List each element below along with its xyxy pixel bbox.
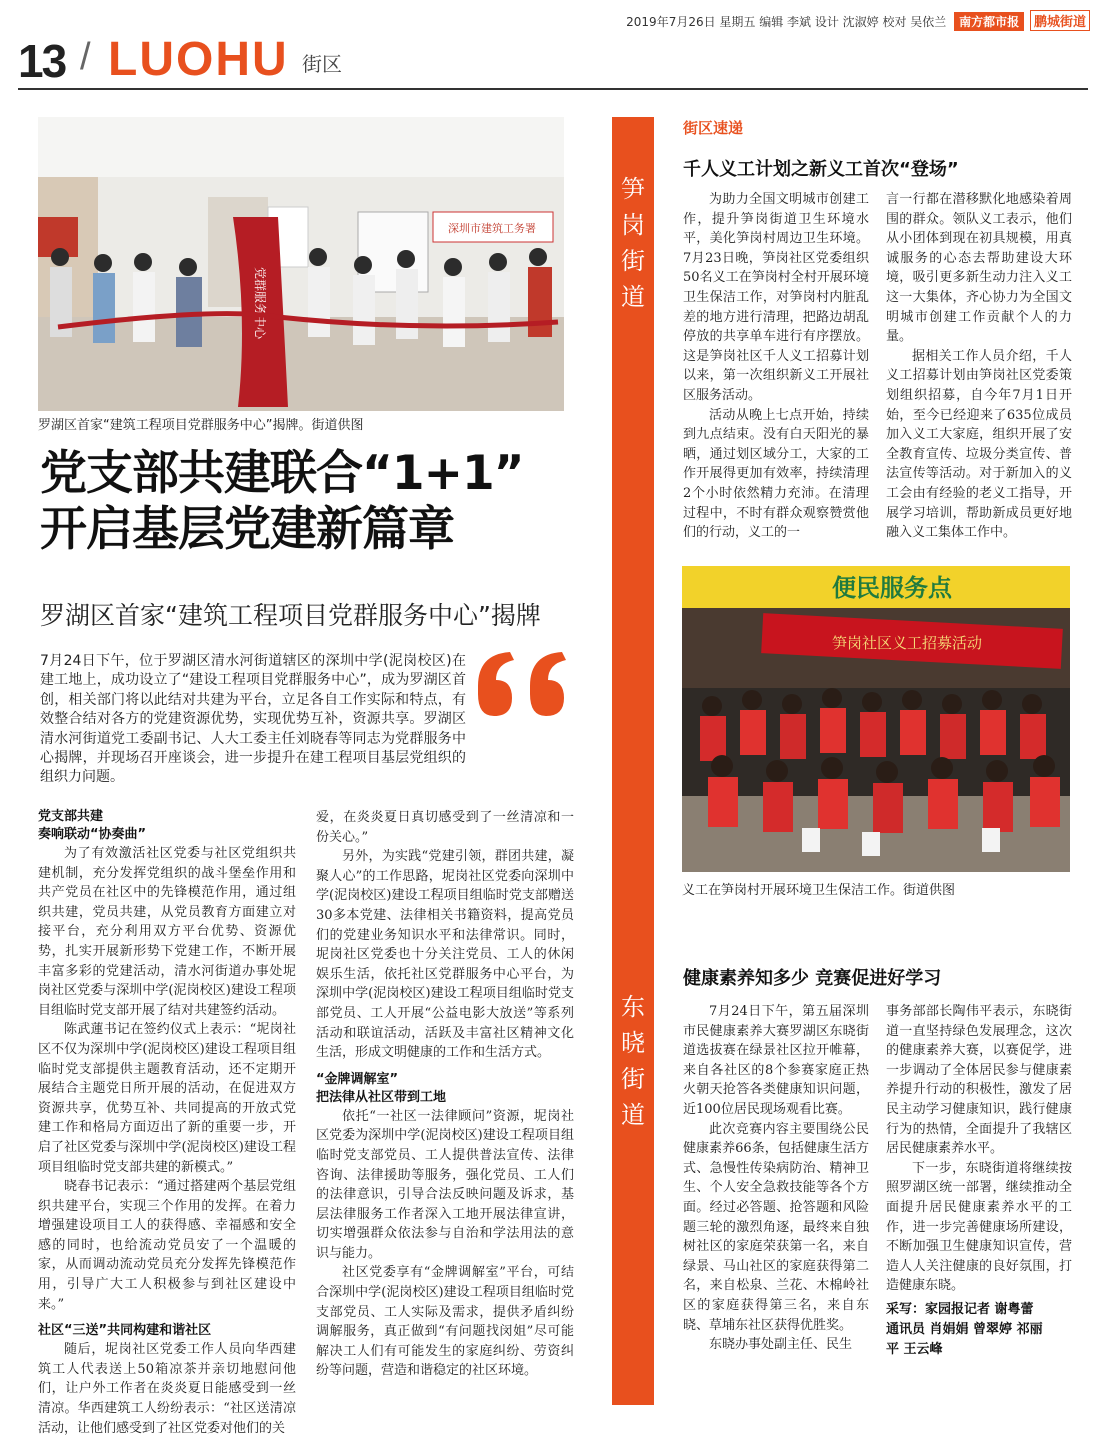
paragraph: 活动从晚上七点开始，持续到九点结束。没有白天阳光的暴晒，通过划区域分工，大家的工作开展得更加有效率，持续清理2个小时依然精力充沛。在清理过程中，不时有群众观察赞赏他们的行动，义工的一 xyxy=(683,407,869,541)
page-number: 13 xyxy=(18,35,66,87)
brand-logo: 南方都市报 xyxy=(954,12,1024,31)
subheading-1-line-2: 奏响联动“协奏曲” xyxy=(38,827,147,842)
vertical-tag-char: 道 xyxy=(621,1101,645,1129)
paragraph: 事务部部长陶伟平表示，东晓街道一直坚持绿色发展理念，这次的健康素养大赛，以赛促学，进一步调动了全体居民参与健康素养提升行动的积极性，激发了居民主动学习健康知识，践行健康行为的热情，全面提升了我辖区居民健康素养水平。 xyxy=(886,1004,1072,1157)
subheading-2: 社区“三送”共同构建和谐社区 xyxy=(38,1323,212,1339)
subheading-3-line-2: 把法律从社区带到工地 xyxy=(316,1089,447,1105)
photo-caption-2: 义工在笋岗村开展环境卫生保洁工作。街道供图 xyxy=(682,883,956,898)
headline-line-1: 党支部共建联合“1+1” xyxy=(40,446,524,501)
headline-line-2: 开启基层党建新篇章 xyxy=(40,502,454,557)
vertical-tag-char: 街 xyxy=(621,1065,645,1093)
main-headline xyxy=(40,446,600,558)
paragraph: 随后，坭岗社区党委工作人员向华西建筑工人代表送上50箱凉茶并亲切地慰问他们，让户外工作者在炎炎夏日能感受到一丝清凉。华西建筑工人纷纷表示：“社区送清凉活动，让他们感受到了社区党委对他们的关 xyxy=(38,1342,296,1436)
story-2-column-b xyxy=(886,1002,1072,1296)
paragraph: 依托“一社区一法律顾问”资源，坭岗社区党委为深圳中学(泥岗校区)建设工程项目组临时党支部党员、工人提供普法宣传、法律咨询、法律援助等服务，强化党员、工人们的法律意识，引导合法反映问题及诉求，基层法律服务工作者深入工地开展法律宣讲，切实增强群众依法参与自治和学法用法的意识与能力。 xyxy=(316,1108,574,1261)
divider-slash: / xyxy=(80,36,91,78)
byline-correspondents: 通讯员 肖娟娟 曾翠婷 祁丽 xyxy=(886,1322,1043,1337)
byline xyxy=(886,1300,1086,1360)
byline-reporter: 采写：家园报记者 谢粤蕾 xyxy=(886,1302,1034,1317)
section-title: LUOHU xyxy=(108,33,289,86)
paragraph: 言一行都在潜移默化地感染着周围的群众。领队义工表示，他们从小团体到现在初具规模，用真诚服务的心态去帮助建设大环境，吸引更多新生动力注入义工这一大集体，齐心协力为全国文明城市创建工作贡献个人的力量。 xyxy=(886,192,1072,345)
section-kicker: 街区速递 xyxy=(683,119,744,137)
story-2-column-a xyxy=(683,1002,869,1355)
unveiling-photo xyxy=(38,117,564,411)
vertical-tag-char: 街 xyxy=(621,247,645,275)
photo-caption: 罗湖区首家“建筑工程项目党群服务中心”揭牌。街道供图 xyxy=(38,418,364,433)
unveiling-scene-image xyxy=(38,117,564,411)
paragraph: 此次竞赛内容主要围绕公民健康素养66条，包括健康生活方式、急慢性传染病防治、精神卫生、个人安全急救技能等各个方面。经过必答题、抢答题和风险题三轮的激烈角逐，最终来自独树社区的家庭荣获第一名，来自绿景、马山社区的家庭获得第二名，来自松泉、兰花、木棉岭社区的家庭获得第三名，来自东晓、草埔东社区获得优胜奖。 xyxy=(683,1121,869,1333)
paragraph: 为助力全国文明城市创建工作，提升笋岗街道卫生环境水平，美化笋岗村周边卫生环境。7月23日晚，笋岗社区党委组织50名义工在笋岗村全村开展环境卫生保洁工作，对笋岗村内脏乱差的地方进行清理，把路边胡乱停放的共享单车进行有序摆放。这是笋岗社区千人义工招募计划以来，第一次组织新义工开展社区服务活动。 xyxy=(683,192,869,403)
volunteers-scene-image xyxy=(682,566,1070,872)
vertical-tag-char: 道 xyxy=(621,283,645,311)
section-subtitle: 街区 xyxy=(302,52,342,76)
photo-sign-text: 深圳市建筑工务署 xyxy=(448,222,536,235)
byline-correspondents-cont: 平 王云峰 xyxy=(886,1342,943,1357)
article-column-1 xyxy=(38,808,296,1438)
vertical-tag-sungang xyxy=(612,117,654,945)
volunteers-photo xyxy=(682,566,1070,872)
header-rule xyxy=(18,88,1088,90)
svg-text:党群服务中心: 党群服务中心 xyxy=(253,267,267,340)
paragraph: 社区党委享有“金牌调解室”平台，可结合深圳中学(泥岗校区)建设工程项目组临时党支部党员、工人实际及需求，提供矛盾纠纷调解服务，真正做到“有问题找闵姐”尽可能解决工人们有可能发生的家庭纠纷、劳资纠纷等问题，营造和谐稳定的社区环境。 xyxy=(316,1265,574,1379)
paragraph: 东晓办事处副主任、民生 xyxy=(709,1337,853,1353)
lead-paragraph: 7月24日下午，位于罗湖区清水河街道辖区的深圳中学(泥岗校区)在建工地上，成功设立了“建设工程项目党群服务中心”，成为罗湖区首创，相关部门将以此结对共建为平台，立足各自工作实际和特点，有效整合结对各方的党建资源优势，实现优势互补，资源共享。罗湖区清水河街道党工委副书记、人大工委主任刘晓春等同志为党群服务中心揭牌，并现场召开座谈会，进一步提升在建工程项目基层党组织的组织力问题。 xyxy=(40,653,466,786)
paragraph: 陈武蓮书记在签约仪式上表示：“坭岗社区不仅为深圳中学(泥岗校区)建设工程项目组临时党支部提供主题教育活动，还不定期开展结合主题党日所开展的活动，在促进双方资源共享，优势互补、共同提高的开放式党建工作和格局方面迈出了新的重要一步，开启了社区党委与深圳中学(泥岗校区)建设工程项目组临时党支部共建的新模式。” xyxy=(38,1022,296,1175)
sub-headline: 罗湖区首家“建筑工程项目党群服务中心”揭牌 xyxy=(40,601,541,630)
story-1-title: 千人义工计划之新义工首次“登场” xyxy=(683,159,959,180)
subheading-1-line-1: 党支部共建 xyxy=(38,809,104,824)
vertical-tag-char: 晓 xyxy=(621,1029,645,1057)
paragraph: 爱，在炎炎夏日真切感受到了一丝清凉和一份关心。” xyxy=(316,810,574,845)
story-1-column-b xyxy=(886,190,1072,543)
photo-shop-sign: 便民服务点 xyxy=(832,574,952,602)
paragraph: 晓春书记表示：“通过搭建两个基层党组织共建平台，实现三个作用的发挥。在着力增强建设项目工人的获得感、幸福感和安全感的同时，也给流动党员安了一个温暖的家，从而调动流动党员充分发挥先锋模范作用，引导广大工人积极参与到社区建设中来。” xyxy=(38,1179,296,1312)
article-column-2 xyxy=(316,808,574,1381)
photo-banner-text: 笋岗社区义工招募活动 xyxy=(832,634,983,652)
quote-mark-icon xyxy=(470,646,580,726)
header-date-line: 2019年7月26日 星期五 编辑 李斌 设计 沈淑婷 校对 吴依兰 南方都市报 鹏城街道 xyxy=(560,10,1090,32)
vertical-tag-char: 笋 xyxy=(621,175,645,203)
vertical-tag-char: 岗 xyxy=(621,211,645,239)
vertical-tag-dongxiao xyxy=(612,945,654,1405)
paragraph: 据相关工作人员介绍，千人义工招募计划由笋岗社区党委策划组织招募，自今年7月1日开始，至今已经迎来了635位成员加入义工大家庭，组织开展了安全教育宣传、垃圾分类宣传、普法宣传等活动。对于新加入的义工会由有经验的老义工指导，开展学习培训，帮助新成员更好地融入义工集体工作中。 xyxy=(886,348,1072,541)
vertical-tag-char: 东 xyxy=(621,993,645,1021)
story-2-title: 健康素养知多少 竞赛促进好学习 xyxy=(683,968,942,989)
paragraph: 7月24日下午，第五届深圳市民健康素养大赛罗湖区东晓街道选拔赛在绿景社区拉开帷幕，来自各社区的8个参赛家庭正热火朝天抢答各类健康知识问题，近100位居民现场观看比赛。 xyxy=(683,1004,869,1117)
paragraph: 为了有效激活社区党委与社区党组织共建机制，充分发挥党组织的战斗堡垒作用和共产党员在社区中的先锋模范作用，通过组织共建，党员共建，从党员教育方面建立对接平台，充分利用双方平台优势、资源优势，扎实开展新形势下党建工作，不断开展丰富多彩的党建活动，清水河街道办事处坭岗社区党委与深圳中学(泥岗校区)建设工程项目组临时党支部开展了结对共建签约活动。 xyxy=(38,846,296,1018)
brand-logo-secondary: 鹏城街道 xyxy=(1030,10,1090,31)
subheading-3-line-1: “金牌调解室” xyxy=(316,1071,399,1087)
story-1-column-a xyxy=(683,190,869,543)
photo-banner-text xyxy=(253,267,268,340)
paragraph: 另外，为实践“党建引领，群团共建，凝聚人心”的工作思路，坭岗社区党委向深圳中学(泥岗校区)建设工程项目组临时党支部赠送30多本党建、法律相关书籍资料，提高党员们的党建业务知识水平和法律常识。同时，坭岗社区党委也十分关注党员、工人的休闲娱乐生活，依托社区党群服务中心平台，为深圳中学(泥岗校区)建设工程项目组临时党支部党员、工人开展“公益电影大放送”等系列活动和联谊活动，活跃及丰富社区精神文化生活，形成文明健康的工作和生活方式。 xyxy=(316,849,574,1061)
paragraph: 下一步，东晓街道将继续按照罗湖区统一部署，继续推动全面提升居民健康素养水平的工作，进一步完善健康场所建设，不断加强卫生健康知识宣传，营造人人关注健康的良好氛围，打造健康东晓。 xyxy=(886,1160,1072,1294)
